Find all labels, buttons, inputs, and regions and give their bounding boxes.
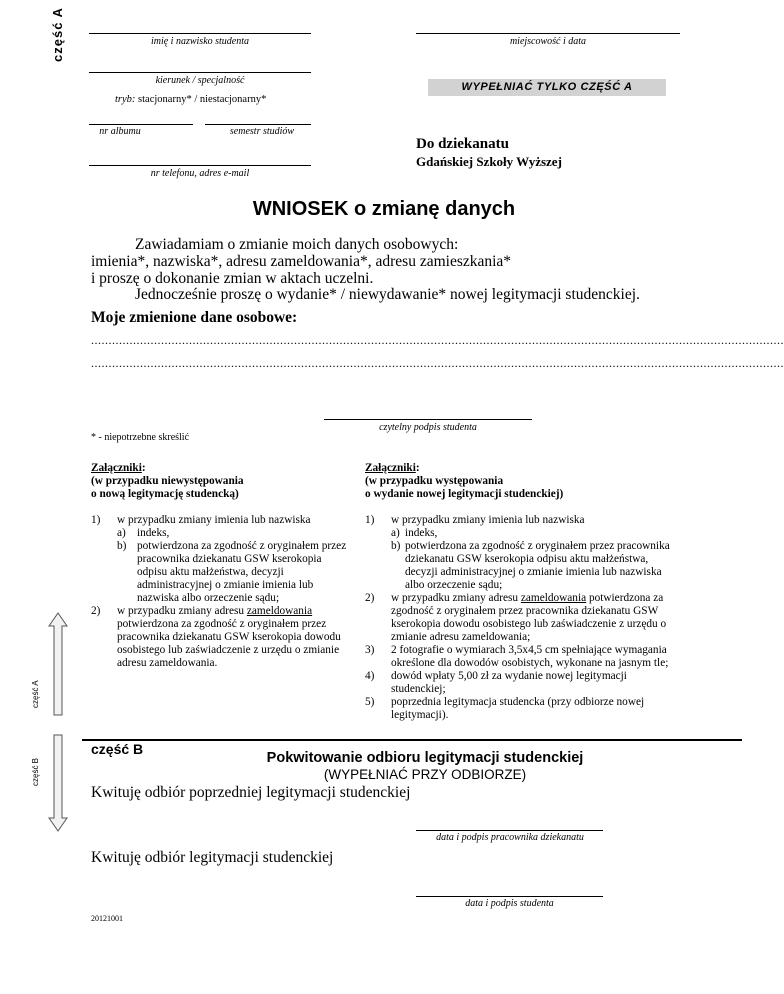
- addressee-line1: Do dziekanatu: [416, 136, 509, 152]
- album-no-caption: nr albumu: [99, 126, 141, 137]
- left-item-1b-num: b): [117, 540, 127, 552]
- right-heading: [365, 462, 683, 501]
- student-signature-caption: data i podpis studenta: [465, 898, 554, 909]
- left-item-1a-num: a): [117, 527, 126, 539]
- right-item-5: [365, 696, 683, 722]
- right-item-1: [365, 514, 683, 527]
- right-heading-line3: o wydanie nowej legitymacji studenckiej): [365, 488, 564, 500]
- left-item-2-text-b: potwierdzona za zgodność z oryginałem przez pracownika dziekanatu GSW kserokopia dowodu osobistego lub zaświadczenie z urzędu o zmianie adresu zameldowania.: [117, 618, 341, 669]
- field-of-study-line[interactable]: [89, 72, 311, 73]
- arrow-b-label: część B: [31, 757, 40, 786]
- left-item-1b: [91, 540, 351, 605]
- study-mode-options: stacjonarny* / niestacjonarny*: [138, 94, 267, 105]
- right-item-2-text-b: potwierdzona za zgodność z oryginałem przez pracownika dziekanatu GSW kserokopia dowodu osobistego lub zaświadczenie z urzędu o zmianie adresu zameldowania;: [391, 592, 667, 643]
- signature-caption: czytelny podpis studenta: [379, 422, 477, 433]
- right-item-2-text-a: w przypadku zmiany adresu: [391, 592, 521, 604]
- place-date-line[interactable]: [416, 33, 680, 34]
- right-item-1a: [365, 527, 683, 540]
- album-no-line[interactable]: [89, 124, 193, 125]
- right-item-2-num: 2): [365, 592, 375, 604]
- document-code: 20121001: [91, 914, 123, 923]
- part-b-subtitle: (WYPEŁNIAĆ PRZY ODBIORZE): [323, 767, 527, 782]
- left-item-2-text-a: w przypadku zmiany adresu: [117, 605, 247, 617]
- left-item-2: [91, 605, 351, 670]
- attachments-left: [91, 462, 351, 670]
- right-heading-line2: (w przypadku występowania: [365, 475, 504, 487]
- left-item-1a-text: indeks,: [137, 527, 170, 539]
- right-item-4-text: dowód wpłaty 5,00 zł za wydanie nowej legitymacji studenckiej;: [391, 670, 627, 695]
- right-item-2-text-u: zameldowania: [520, 592, 587, 604]
- right-item-3-num: 3): [365, 644, 375, 656]
- right-item-1b-text: potwierdzona za zgodność z oryginałem przez pracownika dziekanatu GSW kserokopia odpisu aktu małżeństwa, decyzji administracyjnej o zmianie imienia lub nazwiska albo orzeczenie sądu;: [405, 540, 670, 591]
- addressee-line2: Gdańskiej Szkoły Wyższej: [416, 154, 562, 169]
- phone-email-line[interactable]: [89, 165, 311, 166]
- arrow-down-part-b-icon: [48, 734, 68, 832]
- left-heading-label: Załączniki: [91, 462, 142, 474]
- field-of-study-caption: kierunek / specjalność: [155, 75, 245, 86]
- side-label-part-a: część A: [50, 7, 65, 62]
- body-line-4: Jednocześnie proszę o wydanie* / niewydawanie* nowej legitymacji studenckiej.: [135, 286, 640, 303]
- arrow-up-part-a-icon: [48, 612, 68, 716]
- right-heading-colon: :: [415, 462, 420, 474]
- left-item-1a: [91, 527, 351, 540]
- left-item-2-num: 2): [91, 605, 101, 617]
- right-item-1a-text: indeks,: [405, 527, 438, 539]
- left-heading-colon: :: [141, 462, 146, 474]
- right-heading-label: Załączniki: [365, 462, 416, 474]
- body-line-1: Zawiadamiam o zmianie moich danych osobowych:: [135, 236, 459, 253]
- student-name-caption: imię i nazwisko studenta: [150, 36, 250, 47]
- staff-signature-caption: data i podpis pracownika dziekanatu: [436, 832, 584, 843]
- footnote: * - niepotrzebne skreślić: [91, 432, 190, 443]
- right-item-5-num: 5): [365, 696, 375, 708]
- left-heading-line2: (w przypadku niewystępowania: [91, 475, 244, 487]
- receipt-new-card: Kwituję odbiór legitymacji studenckiej: [91, 849, 334, 866]
- semester-caption: semestr studiów: [229, 126, 295, 137]
- right-item-1a-num: a): [391, 527, 400, 539]
- right-item-1b-num: b): [391, 540, 401, 552]
- left-item-1-text: w przypadku zmiany imienia lub nazwiska: [117, 514, 311, 526]
- left-item-2-text-u: zameldowania: [246, 605, 313, 617]
- right-item-5-text: poprzednia legitymacja studencka (przy odbiorze nowej legitymacji).: [391, 696, 645, 721]
- student-signature-line[interactable]: [416, 896, 603, 897]
- study-mode-prefix: tryb:: [115, 94, 136, 105]
- right-item-2: [365, 592, 683, 644]
- arrow-a-label: część A: [31, 680, 40, 708]
- attachments-right: [365, 462, 683, 722]
- staff-signature-line[interactable]: [416, 830, 603, 831]
- part-b-title: Pokwitowanie odbioru legitymacji studenckiej: [266, 750, 584, 766]
- phone-email-caption: nr telefonu, adres e-mail: [150, 168, 250, 179]
- part-b-label: część B: [91, 741, 144, 757]
- changed-data-heading: Moje zmienione dane osobowe:: [91, 309, 298, 326]
- right-item-1b: [365, 540, 683, 592]
- right-item-4-num: 4): [365, 670, 375, 682]
- right-item-3-text: 2 fotografie o wymiarach 3,5x4,5 cm spełniające wymagania określone dla dowodów osobistych, wykonane na jasnym tle;: [391, 644, 669, 669]
- body-line-3: i proszę o dokonanie zmian w aktach uczelni.: [91, 270, 374, 287]
- left-heading: [91, 462, 351, 501]
- changed-data-dots-1[interactable]: ......................................................................................................................................................................................................: [91, 333, 784, 347]
- left-item-1-num: 1): [91, 514, 101, 526]
- semester-line[interactable]: [205, 124, 311, 125]
- place-date-caption: miejscowość i data: [509, 36, 587, 47]
- signature-line[interactable]: [324, 419, 532, 420]
- right-item-1-text: w przypadku zmiany imienia lub nazwiska: [391, 514, 585, 526]
- right-item-1-num: 1): [365, 514, 375, 526]
- left-item-1: [91, 514, 351, 527]
- part-separator: [82, 739, 742, 741]
- receipt-old-card: Kwituję odbiór poprzedniej legitymacji studenckiej: [91, 784, 411, 801]
- left-heading-line3: o nową legitymację studencką): [91, 488, 239, 500]
- student-name-line[interactable]: [89, 33, 311, 34]
- study-mode: [115, 94, 266, 105]
- right-item-3: [365, 644, 683, 670]
- fill-only-part-a-banner: WYPEŁNIAĆ TYLKO CZĘŚĆ A: [428, 79, 666, 96]
- form-title: WNIOSEK o zmianę danych: [252, 198, 516, 220]
- left-item-1b-text: potwierdzona za zgodność z oryginałem przez pracownika dziekanatu GSW kserokopia odpisu aktu małżeństwa, decyzji administracyjnej o zmianie imienia lub nazwiska albo orzeczenie sądu;: [137, 540, 347, 604]
- right-item-4: [365, 670, 683, 696]
- body-line-2: imienia*, nazwiska*, adresu zameldowania*, adresu zamieszkania*: [91, 253, 512, 270]
- changed-data-dots-2[interactable]: ......................................................................................................................................................................................................: [91, 356, 784, 370]
